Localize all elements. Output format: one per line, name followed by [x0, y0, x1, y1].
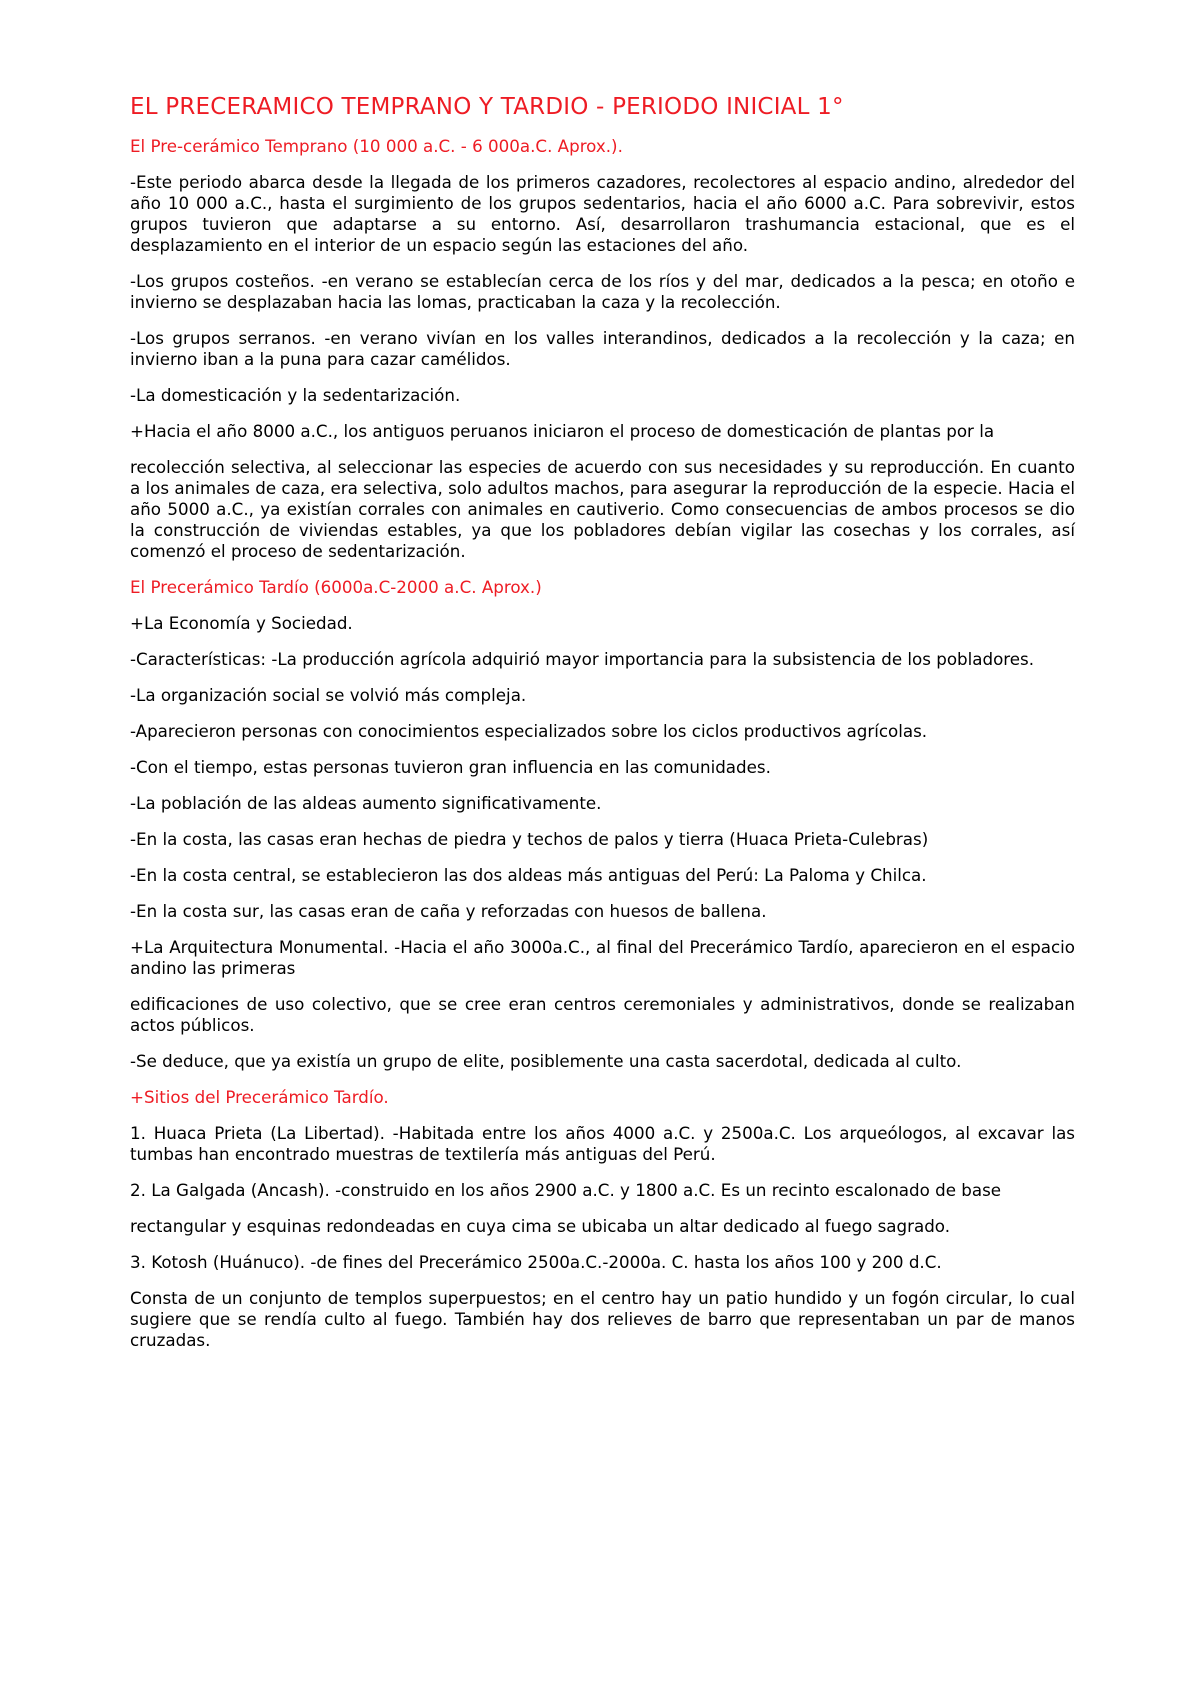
paragraph: -Con el tiempo, estas personas tuvieron gran influencia en las comunidades.: [130, 757, 771, 777]
paragraph: -La organización social se volvió más compleja.: [130, 685, 527, 705]
paragraph: 3. Kotosh (Huánuco). -de fines del Precerámico 2500a.C.-2000a. C. hasta los años 100 y 200 d.C.: [130, 1252, 942, 1272]
paragraph: -Este periodo abarca desde la llegada de los primeros cazadores, recolectores al espacio andino, alrededor del año 10 000 a.C., hasta el surgimiento de los grupos sedentarios, hacia el año 6000 a.C. Para sobrevivir, estos grupos tuvieron que adaptarse a su entorno. Así, desarrollaron trashumancia estacional, que es el desplazamiento en el interior de un espacio según las estaciones del año.: [130, 172, 1075, 255]
paragraph: Consta de un conjunto de templos superpuestos; en el centro hay un patio hundido y un fogón circular, lo cual sugiere que se rendía culto al fuego. También hay dos relieves de barro que representaban un par de manos cruzadas.: [130, 1288, 1075, 1350]
paragraph: -Se deduce, que ya existía un grupo de elite, posiblemente una casta sacerdotal, dedicada al culto.: [130, 1051, 962, 1071]
paragraph: +La Arquitectura Monumental. -Hacia el año 3000a.C., al final del Precerámico Tardío, aparecieron en el espacio andino las primeras: [130, 937, 1075, 978]
paragraph: -Los grupos serranos. -en verano vivían en los valles interandinos, dedicados a la recolección y la caza; en invierno iban a la puna para cazar camélidos.: [130, 328, 1075, 369]
paragraph: recolección selectiva, al seleccionar las especies de acuerdo con sus necesidades y su reproducción. En cuanto a los animales de caza, era selectiva, solo adultos machos, para asegurar la reproducción de la especie. Hacia el año 5000 a.C., ya existían corrales con animales en cautiverio. Como consecuencias de ambos procesos se dio la construcción de viviendas estables, ya que los pobladores debían vigilar las cosechas y los corrales, así comenzó el proceso de sedentarización.: [130, 457, 1075, 561]
paragraph: -Los grupos costeños. -en verano se establecían cerca de los ríos y del mar, dedicados a la pesca; en otoño e invierno se desplazaban hacia las lomas, practicaban la caza y la recolección.: [130, 271, 1075, 312]
paragraph: 1. Huaca Prieta (La Libertad). -Habitada entre los años 4000 a.C. y 2500a.C. Los arqueólogos, al excavar las tumbas han encontrado muestras de textilería más antiguas del Perú.: [130, 1123, 1075, 1164]
section-heading-tardio: El Precerámico Tardío (6000a.C-2000 a.C. Aprox.): [130, 577, 542, 597]
paragraph: rectangular y esquinas redondeadas en cuya cima se ubicaba un altar dedicado al fuego sagrado.: [130, 1216, 951, 1236]
paragraph: -La población de las aldeas aumento significativamente.: [130, 793, 602, 813]
paragraph: -En la costa, las casas eran hechas de piedra y techos de palos y tierra (Huaca Prieta-Culebras): [130, 829, 929, 849]
paragraph: edificaciones de uso colectivo, que se cree eran centros ceremoniales y administrativos, donde se realizaban actos públicos.: [130, 994, 1075, 1035]
paragraph: +La Economía y Sociedad.: [130, 613, 353, 633]
paragraph: +Hacia el año 8000 a.C., los antiguos peruanos iniciaron el proceso de domesticación de plantas por la: [130, 421, 995, 441]
paragraph: -Características: -La producción agrícola adquirió mayor importancia para la subsistencia de los pobladores.: [130, 649, 1035, 669]
document-title: EL PRECERAMICO TEMPRANO Y TARDIO - PERIODO INICIAL 1°: [130, 94, 844, 120]
paragraph: 2. La Galgada (Ancash). -construido en los años 2900 a.C. y 1800 a.C. Es un recinto escalonado de base: [130, 1180, 1002, 1200]
paragraph: -Aparecieron personas con conocimientos especializados sobre los ciclos productivos agrícolas.: [130, 721, 928, 741]
paragraph: -En la costa central, se establecieron las dos aldeas más antiguas del Perú: La Paloma y Chilca.: [130, 865, 927, 885]
paragraph: -En la costa sur, las casas eran de caña y reforzadas con huesos de ballena.: [130, 901, 767, 921]
paragraph: -La domesticación y la sedentarización.: [130, 385, 461, 405]
section-heading-temprano: El Pre-cerámico Temprano (10 000 a.C. - 6 000a.C. Aprox.).: [130, 136, 623, 156]
section-heading-sitios: +Sitios del Precerámico Tardío.: [130, 1087, 389, 1107]
